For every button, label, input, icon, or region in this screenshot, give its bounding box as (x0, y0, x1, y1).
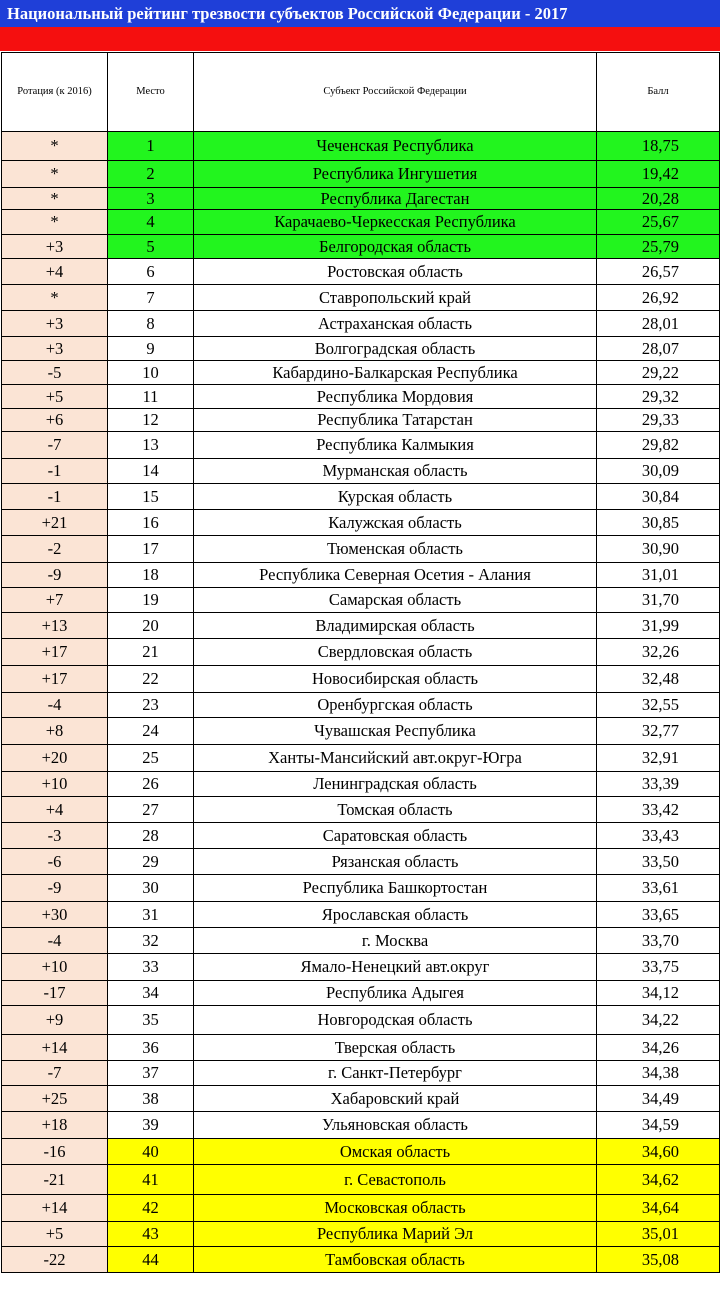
subject-cell: Томская область (194, 797, 597, 823)
table-row (2, 954, 720, 981)
place-cell: 6 (108, 259, 194, 285)
table-row (2, 1035, 720, 1061)
header-place: Место (108, 53, 194, 132)
score-cell: 29,32 (597, 385, 720, 409)
score-cell: 29,22 (597, 361, 720, 385)
place-cell: 4 (108, 210, 194, 235)
table-row (2, 1086, 720, 1112)
place-cell: 9 (108, 337, 194, 361)
subject-cell: Тамбовская область (194, 1247, 597, 1273)
place-cell: 35 (108, 1006, 194, 1035)
subject-cell: Тюменская область (194, 536, 597, 563)
table-row (2, 718, 720, 745)
subject-cell: Московская область (194, 1195, 597, 1222)
subject-cell: Новгородская область (194, 1006, 597, 1035)
score-cell: 26,92 (597, 285, 720, 311)
place-cell: 14 (108, 459, 194, 484)
red-band (0, 27, 720, 51)
subject-cell: Омская область (194, 1139, 597, 1165)
place-cell: 15 (108, 484, 194, 510)
subject-cell: Волгоградская область (194, 337, 597, 361)
score-cell: 31,70 (597, 588, 720, 613)
subject-cell: Республика Марий Эл (194, 1222, 597, 1247)
rotation-cell: +14 (2, 1195, 108, 1222)
page-title: Национальный рейтинг трезвости субъектов Российской Федерации - 2017 (0, 0, 720, 27)
table-row (2, 666, 720, 693)
subject-cell: Ленинградская область (194, 772, 597, 797)
place-cell: 19 (108, 588, 194, 613)
score-cell: 31,01 (597, 563, 720, 588)
place-cell: 27 (108, 797, 194, 823)
score-cell: 34,38 (597, 1061, 720, 1086)
score-cell: 34,49 (597, 1086, 720, 1112)
rotation-cell: * (2, 188, 108, 210)
subject-cell: Республика Адыгея (194, 981, 597, 1006)
rotation-cell: +17 (2, 639, 108, 666)
subject-cell: Республика Северная Осетия - Алания (194, 563, 597, 588)
score-cell: 33,43 (597, 823, 720, 849)
place-cell: 5 (108, 235, 194, 259)
table-row (2, 235, 720, 259)
place-cell: 37 (108, 1061, 194, 1086)
table-row (2, 484, 720, 510)
place-cell: 44 (108, 1247, 194, 1273)
place-cell: 29 (108, 849, 194, 875)
subject-cell: Свердловская область (194, 639, 597, 666)
rotation-cell: -22 (2, 1247, 108, 1273)
header-score: Балл (597, 53, 720, 132)
subject-cell: Хабаровский край (194, 1086, 597, 1112)
score-cell: 18,75 (597, 132, 720, 161)
place-cell: 10 (108, 361, 194, 385)
rating-table (1, 52, 720, 1273)
score-cell: 34,26 (597, 1035, 720, 1061)
header-subject: Субъект Российской Федерации (194, 53, 597, 132)
rotation-cell: +7 (2, 588, 108, 613)
rotation-cell: +17 (2, 666, 108, 693)
subject-cell: Астраханская область (194, 311, 597, 337)
subject-cell: Курская область (194, 484, 597, 510)
table-row (2, 361, 720, 385)
place-cell: 18 (108, 563, 194, 588)
table-header-row (2, 53, 720, 132)
rotation-cell: +18 (2, 1112, 108, 1139)
subject-cell: Республика Башкортостан (194, 875, 597, 902)
score-cell: 33,39 (597, 772, 720, 797)
score-cell: 30,84 (597, 484, 720, 510)
place-cell: 16 (108, 510, 194, 536)
table-row (2, 188, 720, 210)
rotation-cell: +30 (2, 902, 108, 928)
place-cell: 11 (108, 385, 194, 409)
rotation-cell: +4 (2, 797, 108, 823)
score-cell: 28,01 (597, 311, 720, 337)
subject-cell: Ямало-Ненецкий авт.округ (194, 954, 597, 981)
subject-cell: Республика Мордовия (194, 385, 597, 409)
rotation-cell: * (2, 285, 108, 311)
place-cell: 2 (108, 161, 194, 188)
rotation-cell: +20 (2, 745, 108, 772)
table-row (2, 536, 720, 563)
rotation-cell: -9 (2, 875, 108, 902)
table-row (2, 981, 720, 1006)
score-cell: 34,62 (597, 1165, 720, 1195)
table-row (2, 210, 720, 235)
rotation-cell: +13 (2, 613, 108, 639)
subject-cell: Ставропольский край (194, 285, 597, 311)
table-row (2, 432, 720, 459)
rotation-cell: +21 (2, 510, 108, 536)
rotation-cell: -16 (2, 1139, 108, 1165)
rotation-cell: -4 (2, 928, 108, 954)
score-cell: 19,42 (597, 161, 720, 188)
score-cell: 30,85 (597, 510, 720, 536)
place-cell: 3 (108, 188, 194, 210)
place-cell: 30 (108, 875, 194, 902)
table-row (2, 132, 720, 161)
table-row (2, 693, 720, 718)
place-cell: 42 (108, 1195, 194, 1222)
subject-cell: Оренбургская область (194, 693, 597, 718)
rotation-cell: -2 (2, 536, 108, 563)
rotation-cell: * (2, 132, 108, 161)
place-cell: 20 (108, 613, 194, 639)
subject-cell: Республика Ингушетия (194, 161, 597, 188)
score-cell: 26,57 (597, 259, 720, 285)
rotation-cell: +8 (2, 718, 108, 745)
score-cell: 35,08 (597, 1247, 720, 1273)
place-cell: 33 (108, 954, 194, 981)
table-row (2, 1112, 720, 1139)
rotation-cell: -21 (2, 1165, 108, 1195)
subject-cell: Новосибирская область (194, 666, 597, 693)
score-cell: 34,22 (597, 1006, 720, 1035)
subject-cell: Ульяновская область (194, 1112, 597, 1139)
subject-cell: Кабардино-Балкарская Республика (194, 361, 597, 385)
table-row (2, 1247, 720, 1273)
subject-cell: Чувашская Республика (194, 718, 597, 745)
place-cell: 28 (108, 823, 194, 849)
score-cell: 29,33 (597, 409, 720, 432)
rotation-cell: -9 (2, 563, 108, 588)
table-row (2, 1195, 720, 1222)
score-cell: 33,75 (597, 954, 720, 981)
rotation-cell: -1 (2, 459, 108, 484)
subject-cell: г. Москва (194, 928, 597, 954)
rotation-cell: -6 (2, 849, 108, 875)
table-row (2, 311, 720, 337)
subject-cell: Калужская область (194, 510, 597, 536)
subject-cell: Ростовская область (194, 259, 597, 285)
subject-cell: Белгородская область (194, 235, 597, 259)
table-row (2, 823, 720, 849)
subject-cell: Республика Калмыкия (194, 432, 597, 459)
place-cell: 31 (108, 902, 194, 928)
place-cell: 34 (108, 981, 194, 1006)
subject-cell: Ханты-Мансийский авт.округ-Югра (194, 745, 597, 772)
subject-cell: Республика Дагестан (194, 188, 597, 210)
place-cell: 41 (108, 1165, 194, 1195)
score-cell: 34,64 (597, 1195, 720, 1222)
place-cell: 40 (108, 1139, 194, 1165)
rotation-cell: +10 (2, 772, 108, 797)
score-cell: 20,28 (597, 188, 720, 210)
rotation-cell: +5 (2, 385, 108, 409)
place-cell: 13 (108, 432, 194, 459)
rating-table-body (2, 53, 720, 1273)
rotation-cell: +3 (2, 337, 108, 361)
score-cell: 33,70 (597, 928, 720, 954)
table-row (2, 588, 720, 613)
table-row (2, 337, 720, 361)
rotation-cell: +25 (2, 1086, 108, 1112)
score-cell: 32,77 (597, 718, 720, 745)
place-cell: 17 (108, 536, 194, 563)
subject-cell: Республика Татарстан (194, 409, 597, 432)
table-row (2, 409, 720, 432)
score-cell: 34,59 (597, 1112, 720, 1139)
table-row (2, 1006, 720, 1035)
table-row (2, 285, 720, 311)
place-cell: 7 (108, 285, 194, 311)
place-cell: 23 (108, 693, 194, 718)
score-cell: 30,09 (597, 459, 720, 484)
rotation-cell: -17 (2, 981, 108, 1006)
place-cell: 22 (108, 666, 194, 693)
score-cell: 35,01 (597, 1222, 720, 1247)
table-row (2, 875, 720, 902)
score-cell: 29,82 (597, 432, 720, 459)
place-cell: 38 (108, 1086, 194, 1112)
rotation-cell: * (2, 161, 108, 188)
table-row (2, 259, 720, 285)
rotation-cell: +6 (2, 409, 108, 432)
table-row (2, 459, 720, 484)
place-cell: 21 (108, 639, 194, 666)
place-cell: 26 (108, 772, 194, 797)
table-row (2, 1222, 720, 1247)
rotation-cell: -1 (2, 484, 108, 510)
rotation-cell: +14 (2, 1035, 108, 1061)
table-row (2, 1165, 720, 1195)
subject-cell: г. Санкт-Петербург (194, 1061, 597, 1086)
rotation-cell: +3 (2, 311, 108, 337)
table-row (2, 902, 720, 928)
score-cell: 32,55 (597, 693, 720, 718)
table-row (2, 1139, 720, 1165)
subject-cell: Мурманская область (194, 459, 597, 484)
table-row (2, 510, 720, 536)
table-row (2, 797, 720, 823)
place-cell: 25 (108, 745, 194, 772)
rotation-cell: -7 (2, 432, 108, 459)
table-row (2, 1061, 720, 1086)
rotation-cell: -4 (2, 693, 108, 718)
header-rotation: Ротация (к 2016) (2, 53, 108, 132)
table-row (2, 161, 720, 188)
rotation-cell: -7 (2, 1061, 108, 1086)
score-cell: 28,07 (597, 337, 720, 361)
score-cell: 32,26 (597, 639, 720, 666)
place-cell: 12 (108, 409, 194, 432)
table-row (2, 613, 720, 639)
rotation-cell: -5 (2, 361, 108, 385)
subject-cell: Рязанская область (194, 849, 597, 875)
place-cell: 43 (108, 1222, 194, 1247)
score-cell: 31,99 (597, 613, 720, 639)
subject-cell: Чеченская Республика (194, 132, 597, 161)
rotation-cell: * (2, 210, 108, 235)
rotation-cell: +4 (2, 259, 108, 285)
table-row (2, 928, 720, 954)
table-row (2, 639, 720, 666)
score-cell: 33,42 (597, 797, 720, 823)
rotation-cell: +9 (2, 1006, 108, 1035)
subject-cell: г. Севастополь (194, 1165, 597, 1195)
table-row (2, 745, 720, 772)
rotation-cell: -3 (2, 823, 108, 849)
table-row (2, 385, 720, 409)
score-cell: 33,61 (597, 875, 720, 902)
subject-cell: Саратовская область (194, 823, 597, 849)
place-cell: 24 (108, 718, 194, 745)
score-cell: 33,65 (597, 902, 720, 928)
table-row (2, 772, 720, 797)
score-cell: 32,91 (597, 745, 720, 772)
place-cell: 36 (108, 1035, 194, 1061)
table-row (2, 849, 720, 875)
subject-cell: Ярославская область (194, 902, 597, 928)
table-row (2, 563, 720, 588)
place-cell: 32 (108, 928, 194, 954)
subject-cell: Владимирская область (194, 613, 597, 639)
score-cell: 32,48 (597, 666, 720, 693)
subject-cell: Самарская область (194, 588, 597, 613)
rotation-cell: +3 (2, 235, 108, 259)
place-cell: 8 (108, 311, 194, 337)
score-cell: 33,50 (597, 849, 720, 875)
score-cell: 34,12 (597, 981, 720, 1006)
score-cell: 34,60 (597, 1139, 720, 1165)
subject-cell: Карачаево-Черкесская Республика (194, 210, 597, 235)
rotation-cell: +5 (2, 1222, 108, 1247)
score-cell: 25,67 (597, 210, 720, 235)
subject-cell: Тверская область (194, 1035, 597, 1061)
rotation-cell: +10 (2, 954, 108, 981)
score-cell: 30,90 (597, 536, 720, 563)
score-cell: 25,79 (597, 235, 720, 259)
place-cell: 1 (108, 132, 194, 161)
place-cell: 39 (108, 1112, 194, 1139)
